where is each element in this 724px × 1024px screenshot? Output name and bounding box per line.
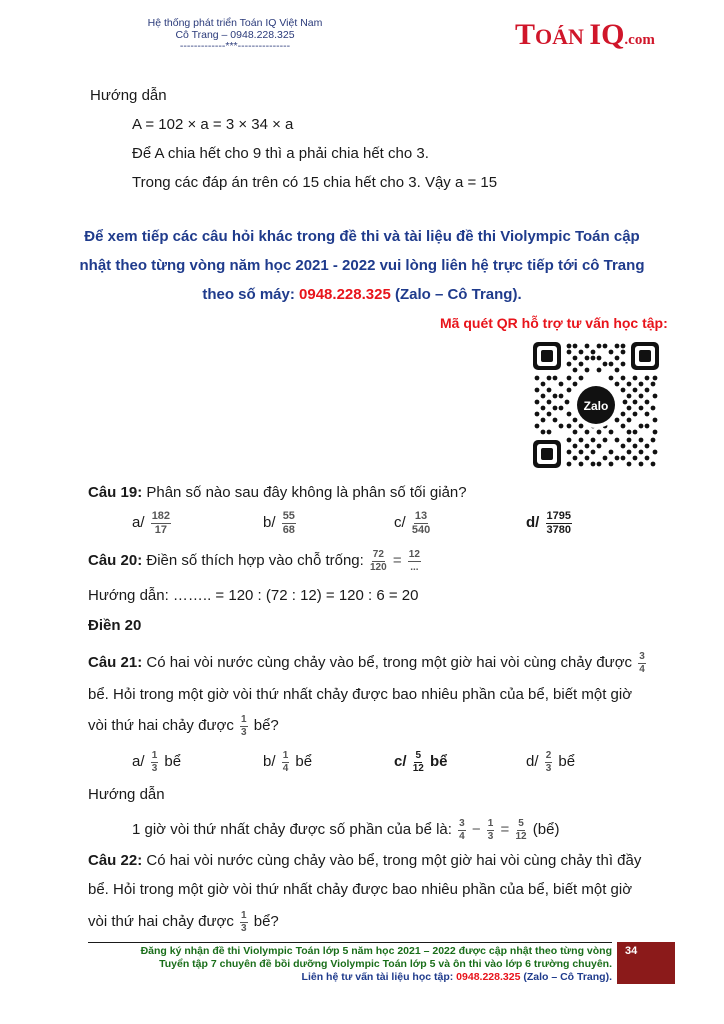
- guide-line: A = 102 × a = 3 × 34 × a: [132, 116, 294, 133]
- promo-line: nhật theo từng vòng năm học 2021 - 2022 vui lòng liên hệ trực tiếp tới cô Trang: [79, 257, 645, 274]
- zalo-logo-text: Zalo: [583, 399, 609, 413]
- fraction: $\frac{1}{4}$: [282, 750, 289, 774]
- option-a[interactable]: [132, 750, 181, 774]
- logo-t: T: [515, 18, 536, 51]
- logo-iq: IQ: [589, 18, 625, 51]
- footer-contact: [88, 971, 612, 984]
- question-22: [88, 852, 641, 869]
- footer-line: Đăng ký nhận đề thi Violympic Toán lớp 5 năm học 2021 – 2022 được cập nhật theo từng vòng: [140, 945, 612, 957]
- guide-line: Hướng dẫn: …….. = 120 : (72 : 12) = 120 : 6 = 20: [88, 587, 419, 604]
- option-key: c/: [394, 752, 407, 770]
- promo-phone[interactable]: 0948.228.325: [299, 286, 391, 303]
- qr-label: Mã quét QR hỗ trợ tư vấn học tập:: [440, 315, 668, 331]
- option-d-correct[interactable]: [526, 510, 574, 536]
- question-label: Câu 20:: [88, 551, 143, 569]
- zalo-qr-code[interactable]: [529, 338, 663, 472]
- question-text: vòi thứ hai chảy được: [88, 912, 238, 930]
- fraction: $\frac{1}{3}$: [151, 750, 158, 774]
- question-text: Có hai vòi nước cùng chảy vào bể, trong một giờ hai vòi cùng chảy được: [142, 653, 637, 671]
- question-text-line: [88, 714, 279, 738]
- question-text: bể. Hỏi trong một giờ vòi thứ nhất chảy được bao nhiêu phần của bể, biết một giờ: [88, 881, 633, 898]
- fraction: $\frac{1}{3}$: [241, 910, 247, 934]
- fraction: $\frac{5}{12}$: [515, 818, 527, 842]
- fraction: $\frac{55}{68}$: [282, 510, 295, 536]
- fraction: $\frac{2}{3}$: [545, 750, 552, 774]
- promo-text: (Zalo – Cô Trang).: [390, 286, 522, 303]
- header-contact: Cô Trang – 0948.228.325: [175, 29, 295, 41]
- option-key: c/: [394, 514, 406, 532]
- option-b[interactable]: [263, 510, 298, 536]
- fraction: $\frac{13}{540}$: [411, 510, 431, 536]
- option-unit: bể: [295, 752, 313, 770]
- option-key: a/: [132, 514, 145, 532]
- option-b[interactable]: [263, 750, 312, 774]
- question-text: vòi thứ hai chảy được: [88, 716, 238, 734]
- minus-sign: −: [471, 820, 481, 838]
- page-number-box: [617, 942, 675, 984]
- promo-line: Để xem tiếp các câu hỏi khác trong đề thi và tài liệu đề thi Violympic Toán cập: [84, 228, 640, 245]
- option-c[interactable]: [394, 510, 432, 536]
- option-a[interactable]: [132, 510, 173, 536]
- fraction: $\frac{5}{12}$: [412, 750, 424, 774]
- question-label: Câu 19:: [88, 484, 143, 501]
- page-number: 34: [625, 945, 638, 957]
- footer-text: (Zalo – Cô Trang).: [520, 971, 612, 983]
- option-key: d/: [526, 752, 539, 770]
- fraction: $\frac{1795}{3780}$: [546, 510, 571, 536]
- question-text: bể. Hỏi trong một giờ vòi thứ nhất chảy được bao nhiêu phần của bể, biết một giờ: [88, 686, 633, 703]
- fraction: $\frac{3}{4}$: [459, 818, 465, 842]
- question-text: Có hai vòi nước cùng chảy vào bể, trong một giờ hai vòi cùng chảy thì đầy: [142, 852, 642, 869]
- option-unit: bể: [558, 752, 576, 770]
- footer-phone[interactable]: 0948.228.325: [456, 971, 521, 983]
- option-key: b/: [263, 752, 276, 770]
- option-d[interactable]: [526, 750, 575, 774]
- question-text: bể?: [253, 716, 279, 734]
- guide-title: Hướng dẫn: [88, 786, 165, 803]
- equals-sign: =: [500, 820, 510, 838]
- header-system-name: Hệ thống phát triển Toán IQ Việt Nam: [147, 17, 323, 29]
- question-label: Câu 22:: [88, 852, 143, 869]
- equals-sign: =: [392, 551, 402, 569]
- promo-line-phone: [0, 286, 724, 303]
- question-21: [88, 651, 648, 675]
- fraction: $\frac{72}{120}$: [370, 549, 387, 573]
- question-text-line: [88, 910, 279, 934]
- guide-text: 1 giờ vòi thứ nhất chảy được số phần của bể là:: [132, 820, 457, 838]
- fraction: $\frac{1}{3}$: [487, 818, 494, 842]
- guide-line: Để A chia hết cho 9 thì a phải chia hết cho 3.: [132, 145, 429, 162]
- toan-iq-logo[interactable]: [515, 18, 655, 52]
- question-text: Phân số nào sau đây không là phân số tối giản?: [142, 484, 467, 501]
- option-c-correct[interactable]: [394, 750, 448, 774]
- fraction: $\frac{182}{17}$: [151, 510, 171, 536]
- fraction: $\frac{1}{3}$: [241, 714, 247, 738]
- answer: Điền 20: [88, 617, 142, 634]
- option-unit: bể: [164, 752, 182, 770]
- option-key: a/: [132, 752, 145, 770]
- guide-title: Hướng dẫn: [90, 87, 167, 104]
- question-text: bể?: [253, 912, 279, 930]
- footer: [88, 942, 612, 985]
- footer-text: Liên hệ tư vấn tài liệu học tập:: [301, 971, 457, 983]
- guide-text: (bể): [532, 820, 560, 838]
- header-separator: -------------***---------------: [179, 40, 291, 52]
- footer-line: Tuyển tập 7 chuyên đề bồi dưỡng Violympic Toán lớp 5 và ôn thi vào lớp 6 trường chuyên.: [159, 958, 612, 970]
- option-unit: bể: [429, 752, 448, 770]
- logo-com: .com: [624, 32, 655, 48]
- guide-line: Trong các đáp án trên có 15 chia hết cho 3. Vậy a = 15: [132, 174, 498, 191]
- fraction: $\frac{12}{...}$: [408, 549, 420, 573]
- question-text: Điền số thích hợp vào chỗ trống:: [142, 551, 368, 569]
- option-key: d/: [526, 514, 540, 532]
- question-20: [88, 549, 423, 573]
- fraction: $\frac{3}{4}$: [639, 651, 645, 675]
- option-key: b/: [263, 514, 276, 532]
- question-19: [88, 484, 467, 501]
- guide-line: [132, 818, 559, 842]
- question-label: Câu 21:: [88, 653, 143, 671]
- promo-text: theo số máy:: [202, 286, 300, 303]
- logo-oan: OÁN: [535, 24, 590, 49]
